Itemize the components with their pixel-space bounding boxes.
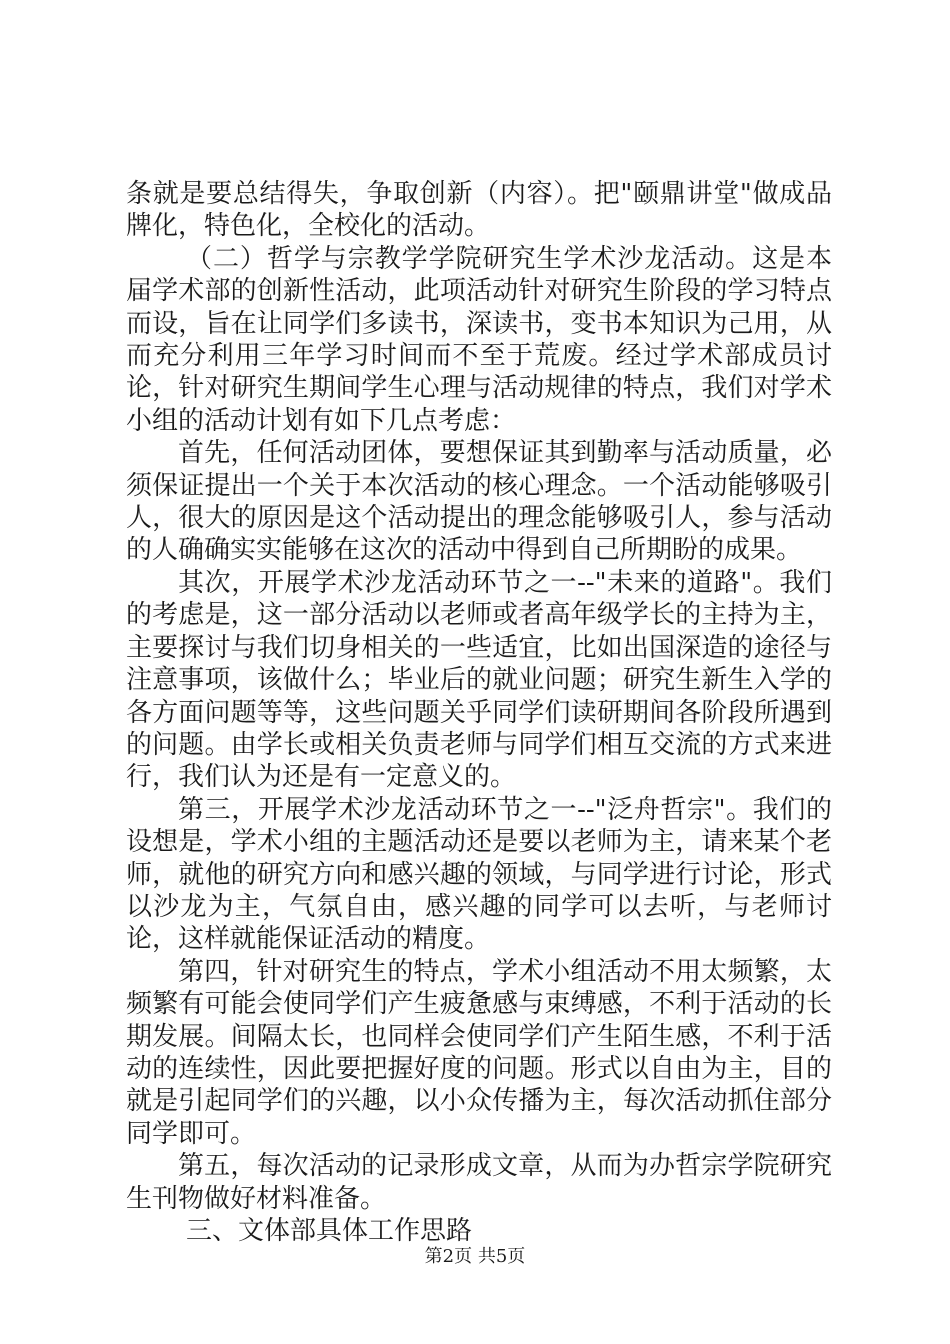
paragraph-second-point: 其次，开展学术沙龙活动环节之一--"未来的道路"。我们的考虑是，这一部分活动以老师或者高年级学长的主持为主，主要探讨与我们切身相关的一些适宜，比如出国深造的途径与注意事项，该做什么；毕业后的就业问题；研究生新生入学的各方面问题等等，这些问题关乎同学们读研期间各阶段所遇到的问题。由学长或相关负责老师与同学们相互交流的方式来进行，我们认为还是有一定意义的。	[126, 567, 832, 793]
paragraph-continuation: 条就是要总结得失，争取创新（内容）。把"颐鼎讲堂"做成品牌化，特色化，全校化的活动。	[126, 179, 832, 242]
paragraph-third-point: 第三，开展学术沙龙活动环节之一--"泛舟哲宗"。我们的设想是，学术小组的主题活动还是要以老师为主，请来某个老师，就他的研究方向和感兴趣的领域，与同学进行讨论，形式以沙龙为主，气氛自由，感兴趣的同学可以去听，与老师讨论，这样就能保证活动的精度。	[126, 794, 832, 955]
paragraph-section-two: （二）哲学与宗教学学院研究生学术沙龙活动。这是本届学术部的创新性活动，此项活动针对研究生阶段的学习特点而设，旨在让同学们多读书，深读书，变书本知识为己用，从而充分利用三年学习时间而不至于荒废。经过学术部成员讨论，针对研究生期间学生心理与活动规律的特点，我们对学术小组的活动计划有如下几点考虑：	[126, 243, 832, 436]
paragraph-fifth-point: 第五，每次活动的记录形成文章，从而为办哲宗学院研究生刊物做好材料准备。	[126, 1151, 832, 1214]
page-number-footer: 第2页 共5页	[424, 1246, 526, 1267]
document-body	[126, 178, 832, 1247]
paragraph-fourth-point: 第四，针对研究生的特点，学术小组活动不用太频繁，太频繁有可能会使同学们产生疲惫感与束缚感，不利于活动的长期发展。间隔太长，也同样会使同学们产生陌生感，不利于活动的连续性，因此要把握好度的问题。形式以自由为主，目的就是引起同学们的兴趣，以小众传播为主，每次活动抓住部分同学即可。	[126, 956, 832, 1149]
paragraph-first-point: 首先，任何活动团体，要想保证其到勤率与活动质量，必须保证提出一个关于本次活动的核心理念。一个活动能够吸引人，很大的原因是这个活动提出的理念能够吸引人，参与活动的人确确实实能够在这次的活动中得到自己所期盼的成果。	[126, 438, 832, 566]
section-heading-three: 三、文体部具体工作思路	[186, 1216, 473, 1246]
